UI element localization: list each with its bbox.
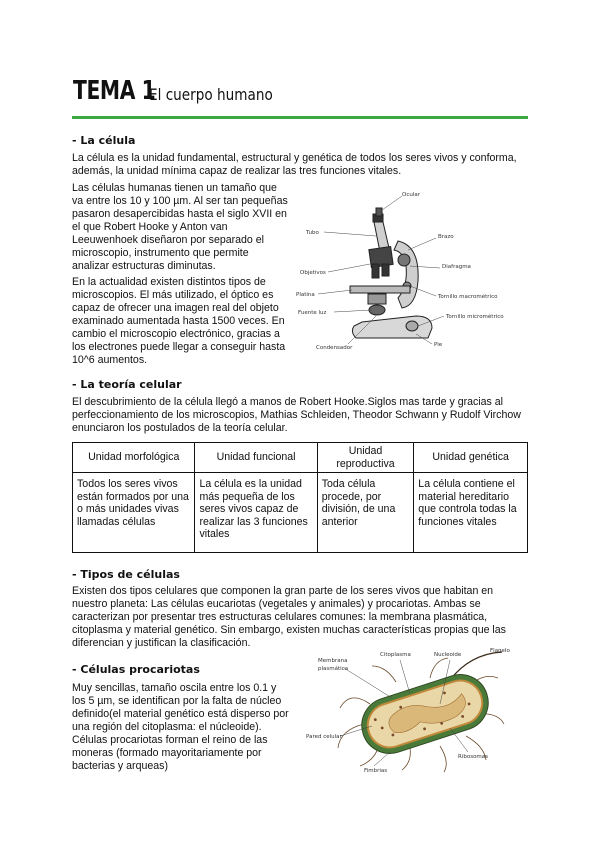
label-objetivos: Objetivos <box>300 270 326 276</box>
table-header-row <box>73 443 528 473</box>
teoria-paragraph-1: El descubrimiento de la célula llegó a manos de Robert Hooke.Siglos mas tarde y gracias al perfeccionamiento de los microscopios, Mathias Schleiden, Theodor Schwann y Rudolf Virchow enunciaron los postulados de la teoría celular. <box>72 396 521 434</box>
table-cell: La célula es la unidad más pequeña de los seres vivos capaz de realizar las 3 funciones vitales <box>195 473 317 553</box>
label-pie: Pie <box>434 342 443 348</box>
label-membrana-2: plasmática <box>318 666 349 672</box>
postulados-table <box>72 442 528 553</box>
microscope-drawing <box>350 208 432 338</box>
tipos-paragraph-1: Existen dos tipos celulares que componen la gran parte de los seres vivos que habitan en nuestro planeta: Las células eucariotas (vegetales y animales) y procariotas. Ambas se caracterizan por presentar tres estructuras celulares comunes: la membrana plasmática, citoplasma y material genético. Sin embargo, existen muchas características propias que las diferencian y justifican la clasificación. <box>72 585 506 649</box>
bacteria-figure <box>300 644 530 776</box>
label-platina: Platina <box>296 292 315 298</box>
label-pared: Pared celular <box>306 734 342 740</box>
label-diafragma: Diafragma <box>442 264 471 270</box>
title-main: TEMA 1 <box>73 76 156 106</box>
table-header-cell: Unidad reproductiva <box>317 443 414 473</box>
label-citoplasma: Citoplasma <box>380 652 411 658</box>
label-fimbrias: Fimbrias <box>364 768 388 774</box>
table-cell: Toda célula procede, por división, de una anterior <box>317 473 414 553</box>
label-condensador: Condensador <box>316 345 353 351</box>
table-header-cell: Unidad genética <box>414 443 528 473</box>
label-ribosomas: Ribosomas <box>458 754 489 760</box>
table-cell: Todos los seres vivos están formados por una o más unidades vivas llamadas células <box>73 473 195 553</box>
label-membrana-1: Membrana <box>318 658 348 664</box>
label-brazo: Brazo <box>438 234 454 240</box>
table-header-cell: Unidad funcional <box>195 443 317 473</box>
celula-paragraph-1: La célula es la unidad fundamental, estructural y genética de todos los seres vivos y conforma, además, la unidad mínima capaz de realizar las tres funciones vitales. <box>72 152 517 177</box>
table-cell: La célula contiene el material hereditario que controla todas la funciones vitales <box>414 473 528 553</box>
bacteria-body <box>355 667 496 760</box>
label-flagelo: Flagelo <box>490 648 510 654</box>
procariotas-paragraph-1: Muy sencillas, tamaño oscila entre los 0.1 y los 5 µm, se identifican por la falta de núcleo definido(el material genético está disperso por una región del citoplasma: el núcleoide). Células procariotas forman el reino de las moneras (formado mayoritariamente por bacterias y arqueas) <box>72 682 289 772</box>
page-title <box>73 76 273 106</box>
microscope-figure <box>290 186 520 356</box>
section-heading-celula: - La célula <box>72 134 136 147</box>
section-heading-procariotas: - Células procariotas <box>72 663 200 676</box>
title-divider <box>72 116 528 119</box>
label-nucleoide: Nucleoide <box>434 652 462 658</box>
section-heading-teoria: - La teoría celular <box>72 378 182 391</box>
label-tornillo-micro: Tornillo micrométrico <box>446 314 504 320</box>
label-tubo: Tubo <box>306 230 319 236</box>
section-heading-tipos: - Tipos de células <box>72 568 180 581</box>
label-ocular: Ocular <box>402 192 420 198</box>
table-header-cell: Unidad morfológica <box>73 443 195 473</box>
label-fuente-luz: Fuente luz <box>298 310 327 316</box>
celula-paragraph-2: Las células humanas tienen un tamaño que va entre los 10 y 100 µm. Al ser tan pequeñas pasaron desapercibidas hasta el siglo XVII en el que Robert Hooke y Anton van Leeuwenhoek diseñaron por separado el microscopio, instrumento que permite analizar estructuras diminutas. <box>72 182 288 272</box>
celula-paragraph-3: En la actualidad existen distintos tipos de microscopios. El más utilizado, el óptico es capaz de ofrecer una imagen real del objeto examinado aumentada hasta 1500 veces. En cambio el microscopio electrónico, gracias a los electrones puede llegar a conseguir hasta 10^6 aumentos. <box>72 276 286 366</box>
label-tornillo-macro: Tornillo macrométrico <box>438 294 498 300</box>
table-row <box>73 473 528 553</box>
title-sub: El cuerpo humano <box>149 85 273 104</box>
